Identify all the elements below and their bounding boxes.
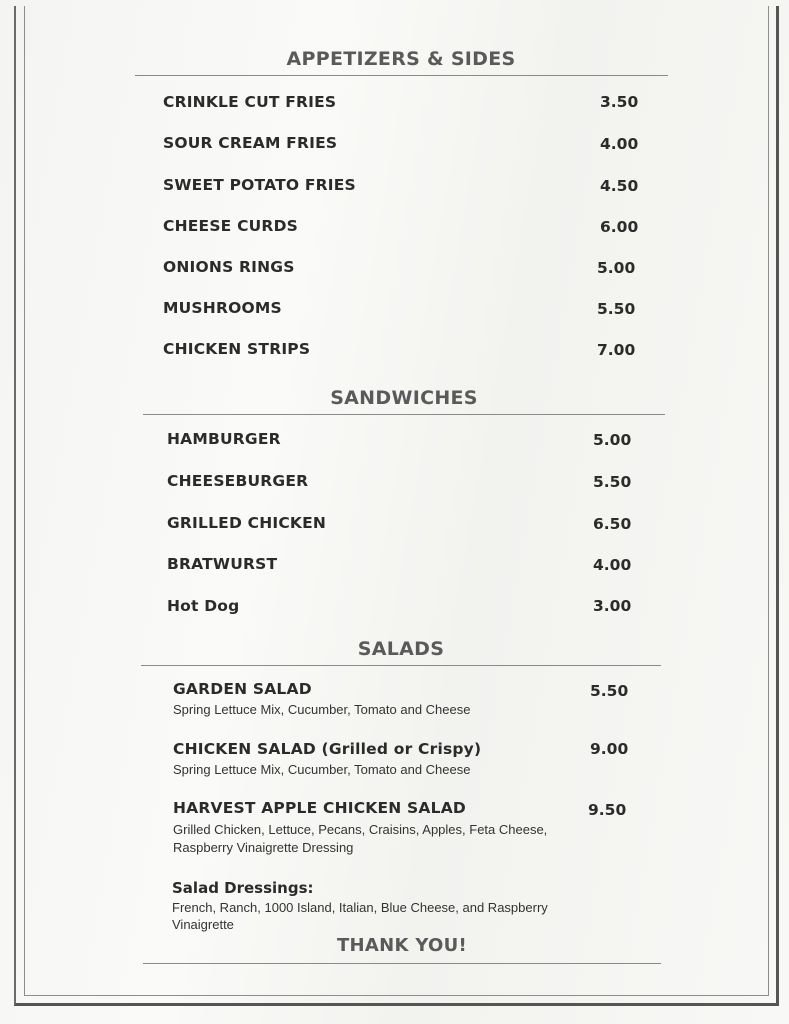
menu-item-name: SWEET POTATO FRIES xyxy=(163,176,356,194)
dressings-list: French, Ranch, 1000 Island, Italian, Blue Cheese, and Raspberry Vinaigrette xyxy=(172,900,548,932)
menu-item-price: 4.00 xyxy=(593,556,632,574)
menu-item-price: 4.00 xyxy=(600,135,639,153)
salad-price: 9.00 xyxy=(590,740,629,758)
salad-name: HARVEST APPLE CHICKEN SALAD xyxy=(173,799,466,817)
salad-name: CHICKEN SALAD (Grilled or Crispy) xyxy=(173,740,482,758)
salad-price: 5.50 xyxy=(590,682,629,700)
salad-name: GARDEN SALAD xyxy=(173,680,312,698)
dressings-title: Salad Dressings: xyxy=(172,879,314,897)
salad-description: Spring Lettuce Mix, Cucumber, Tomato and Cheese xyxy=(173,762,471,777)
menu-item-name: GRILLED CHICKEN xyxy=(167,514,327,532)
menu-item-price: 3.50 xyxy=(600,93,639,111)
section-divider xyxy=(135,75,668,76)
section-title-appetizers: APPETIZERS & SIDES xyxy=(286,48,516,70)
salad-description: Spring Lettuce Mix, Cucumber, Tomato and Cheese xyxy=(173,702,471,717)
menu-item-name: SOUR CREAM FRIES xyxy=(163,134,338,152)
menu-item-price: 6.50 xyxy=(593,515,632,533)
section-title-sandwiches: SANDWICHES xyxy=(330,387,478,409)
menu-item-price: 4.50 xyxy=(600,177,639,195)
menu-item-price: 5.50 xyxy=(593,473,632,491)
menu-item-name: ONIONS RINGS xyxy=(163,258,295,276)
footer-divider xyxy=(143,963,661,964)
menu-item-price: 7.00 xyxy=(597,341,636,359)
salad-description: Grilled Chicken, Lettuce, Pecans, Craisins, Apples, Feta Cheese, xyxy=(173,822,548,837)
menu-item-name: CHICKEN STRIPS xyxy=(163,340,311,358)
section-divider xyxy=(143,414,665,415)
menu-item-name: HAMBURGER xyxy=(167,430,281,448)
menu-item-name: CHEESE CURDS xyxy=(163,217,298,235)
salad-price: 9.50 xyxy=(588,801,627,819)
menu-item-name: CHEESEBURGER xyxy=(167,472,309,490)
inner-border xyxy=(24,6,769,996)
menu-item-name: BRATWURST xyxy=(167,555,278,573)
menu-item-name: MUSHROOMS xyxy=(163,299,282,317)
thank-you-text: THANK YOU! xyxy=(336,935,468,956)
menu-item-name: CRINKLE CUT FRIES xyxy=(163,93,337,111)
menu-item-price: 6.00 xyxy=(600,218,639,236)
menu-item-price: 5.00 xyxy=(597,259,636,277)
menu-item-price: 3.00 xyxy=(593,597,632,615)
menu-item-price: 5.50 xyxy=(597,300,636,318)
menu-item-name: Hot Dog xyxy=(167,597,240,615)
section-divider xyxy=(141,665,661,666)
section-title-salads: SALADS xyxy=(357,638,445,660)
menu-item-price: 5.00 xyxy=(593,431,632,449)
salad-description: Raspberry Vinaigrette Dressing xyxy=(173,840,354,855)
